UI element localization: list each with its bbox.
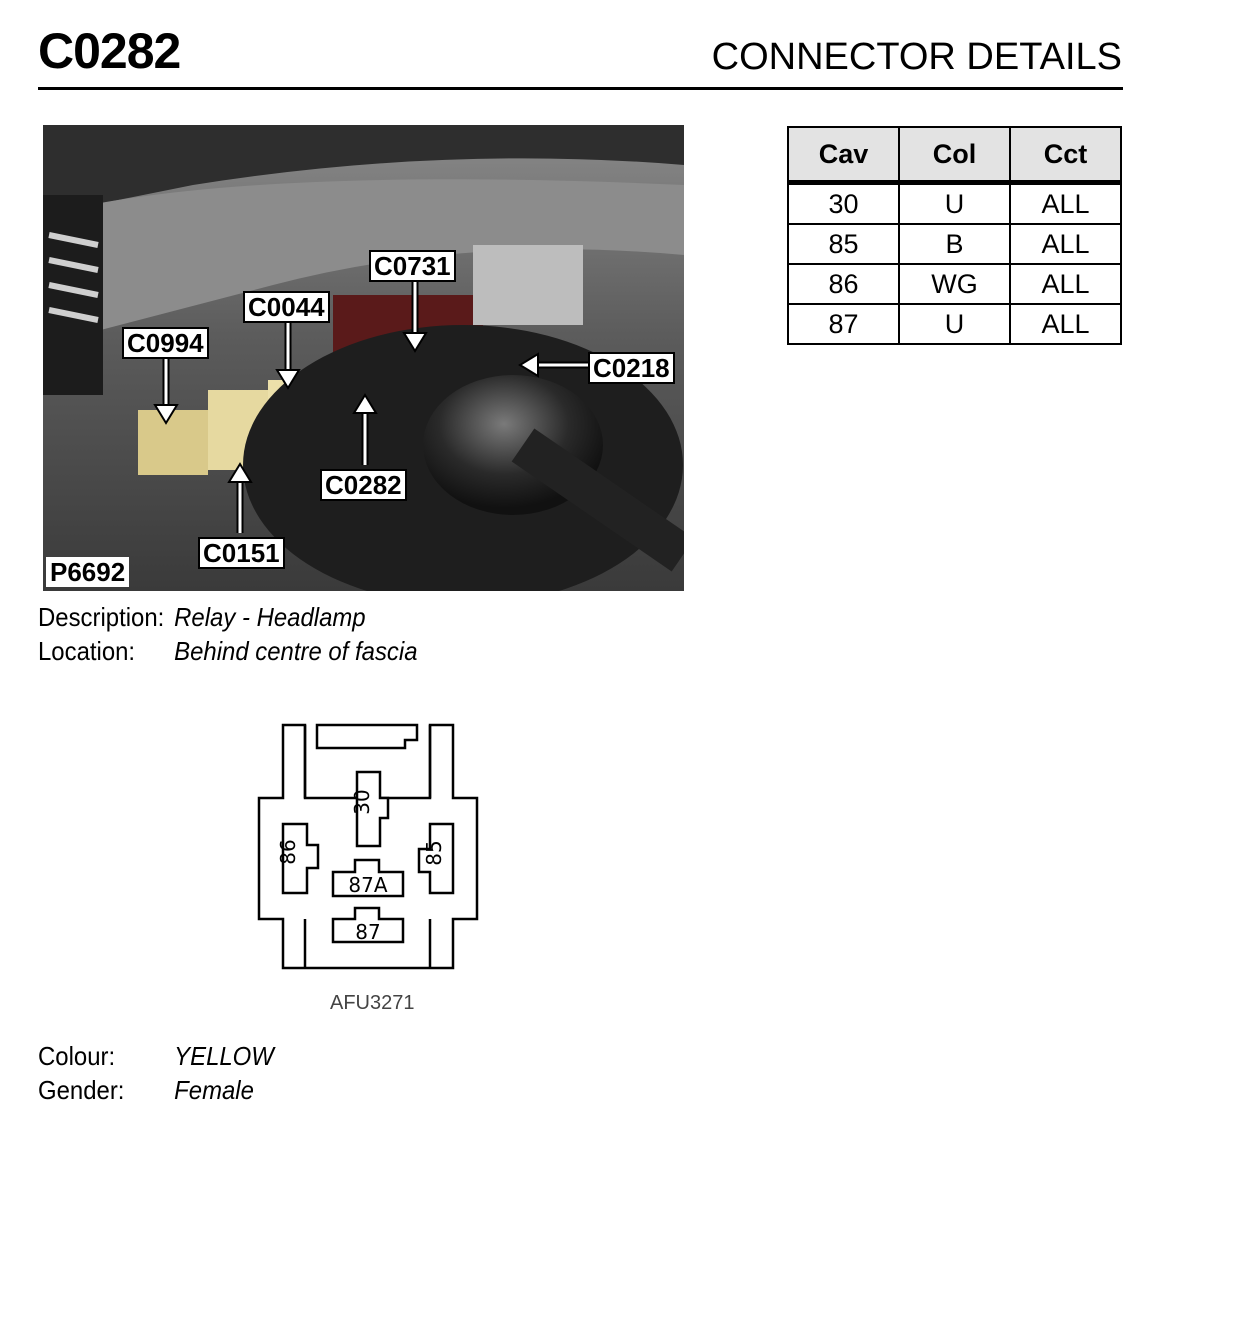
location-value: Behind centre of fascia — [174, 636, 418, 666]
header-col: Col — [899, 127, 1010, 183]
table-header-row — [788, 127, 1121, 183]
cell-cct: ALL — [1010, 183, 1121, 225]
pin-label-87a: 87A — [348, 873, 388, 897]
table-row — [788, 183, 1121, 225]
table-row — [788, 224, 1121, 264]
cell-col: U — [899, 183, 1010, 225]
header-cct: Cct — [1010, 127, 1121, 183]
cell-col: WG — [899, 264, 1010, 304]
gender-value: Female — [174, 1075, 254, 1105]
colour-value: YELLOW — [174, 1041, 274, 1071]
page-title: CONNECTOR DETAILS — [711, 36, 1122, 78]
table-row — [788, 264, 1121, 304]
cell-cct: ALL — [1010, 304, 1121, 344]
colour-label: Colour: — [38, 1041, 116, 1071]
diagram-reference-id: AFU3271 — [330, 992, 415, 1014]
cell-cct: ALL — [1010, 264, 1121, 304]
cell-col: U — [899, 304, 1010, 344]
callout-c0044: C0044 — [243, 291, 330, 323]
table-row — [788, 304, 1121, 344]
description-label: Description: — [38, 602, 165, 632]
connector-location-photo — [43, 125, 684, 591]
callout-c0282: C0282 — [320, 469, 407, 501]
header-divider — [38, 87, 1123, 90]
cell-col: B — [899, 224, 1010, 264]
pin-label-85: 85 — [422, 840, 446, 866]
header-cav: Cav — [788, 127, 899, 183]
connector-code: C0282 — [38, 23, 181, 79]
callout-c0151: C0151 — [198, 537, 285, 569]
location-label: Location: — [38, 636, 136, 666]
callout-c0218: C0218 — [588, 352, 675, 384]
photo-reference-id: P6692 — [46, 557, 129, 587]
pin-label-86: 86 — [276, 839, 300, 865]
pin-label-30: 30 — [350, 789, 374, 815]
cavity-table — [787, 126, 1122, 345]
callout-c0731: C0731 — [369, 250, 456, 282]
cell-cav: 30 — [788, 183, 899, 225]
cell-cav: 86 — [788, 264, 899, 304]
cell-cct: ALL — [1010, 224, 1121, 264]
gender-label: Gender: — [38, 1075, 125, 1105]
cell-cav: 87 — [788, 304, 899, 344]
callout-c0994: C0994 — [122, 327, 209, 359]
cell-cav: 85 — [788, 224, 899, 264]
pin-label-87: 87 — [355, 920, 381, 944]
connector-face-diagram — [255, 720, 485, 975]
description-value: Relay - Headlamp — [174, 602, 366, 632]
